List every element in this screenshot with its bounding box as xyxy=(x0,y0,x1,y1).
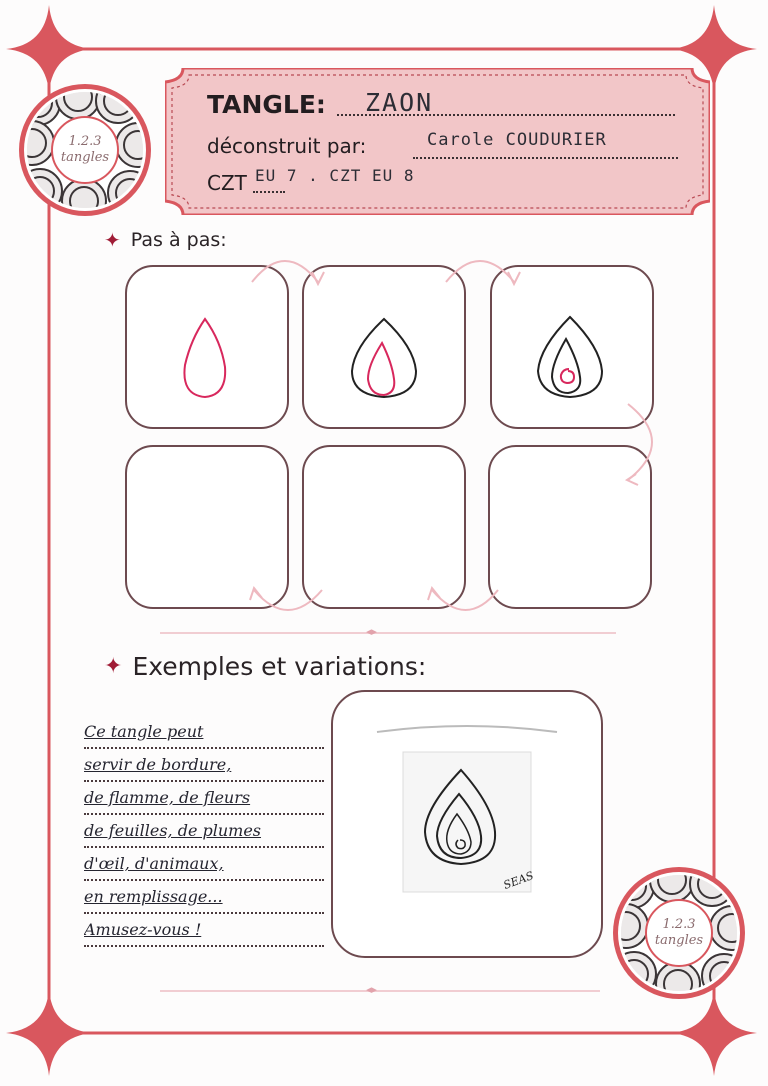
note-line: de feuilles, de plumes xyxy=(84,815,324,848)
deconstructed-label: déconstruit par: xyxy=(207,134,367,158)
logo-badge xyxy=(612,866,746,1000)
arrow-4-5-icon xyxy=(432,590,498,610)
example-tile-icon xyxy=(333,692,601,956)
tangle-label: TANGLE: xyxy=(207,90,326,119)
artist-signature: SEAS xyxy=(501,869,536,892)
divider-ornament-icon: ◂▸ xyxy=(366,625,378,638)
divider xyxy=(160,990,600,992)
note-line: de flamme, de fleurs xyxy=(84,782,324,815)
note-line: d'œil, d'animaux, xyxy=(84,848,324,881)
note-line: Ce tangle peut xyxy=(84,716,324,749)
arrow-3-4-icon xyxy=(628,404,652,480)
badge-label: 1.2.3 tangles xyxy=(654,917,704,948)
arrow-1-2-icon xyxy=(252,261,318,282)
note-line: servir de bordure, xyxy=(84,749,324,782)
tangle-name: ZAON xyxy=(365,88,434,117)
note-line: en remplissage... xyxy=(84,881,324,914)
divider-ornament-icon: ◂▸ xyxy=(366,983,378,996)
czt-value: EU 7 . CZT EU 8 xyxy=(255,166,415,185)
handwritten-notes xyxy=(84,716,324,947)
author-name: Carole COUDURIER xyxy=(427,130,607,150)
example-box xyxy=(331,690,603,958)
note-line: Amusez-vous ! xyxy=(84,914,324,947)
examples-heading xyxy=(104,652,426,681)
czt-label: CZT xyxy=(207,171,247,195)
star-bullet-icon: ✦ xyxy=(104,228,121,252)
examples-title: Exemples et variations: xyxy=(132,652,427,681)
badge-label: 1.2.3 tangles xyxy=(60,134,110,165)
steps-title: Pas à pas: xyxy=(130,229,227,251)
arrow-2-3-icon xyxy=(446,261,514,282)
arrow-5-6-icon xyxy=(254,590,322,610)
divider xyxy=(160,632,616,634)
star-bullet-icon: ✦ xyxy=(104,654,123,679)
